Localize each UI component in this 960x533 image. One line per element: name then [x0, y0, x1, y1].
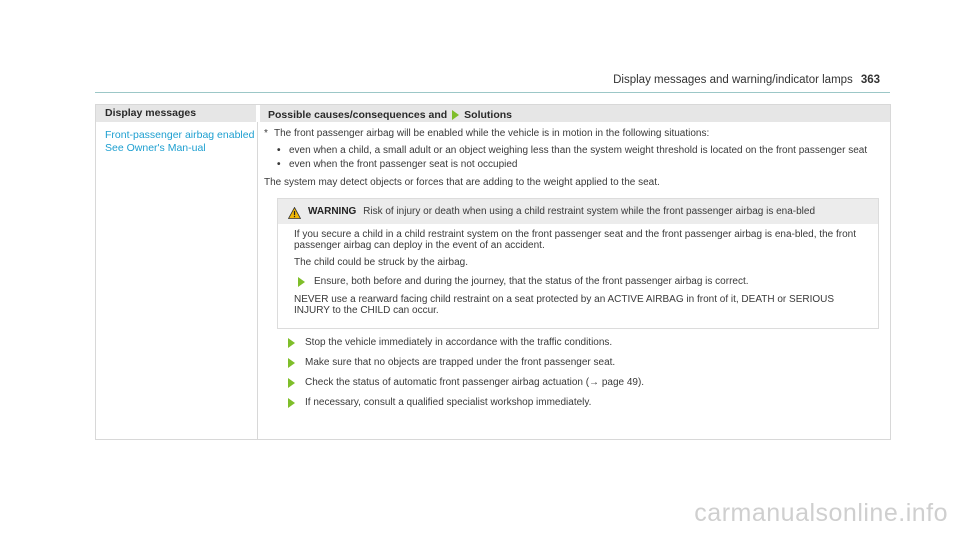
warning-body-3: NEVER use a rearward facing child restraint on a seat protected by an ACTIVE AIRBAG in front of it, DEATH or SERIOUS INJURY to the CHILD can occur. — [294, 293, 835, 316]
triangle-arrow-icon — [288, 398, 295, 408]
running-header — [613, 74, 880, 86]
note-intro-text: The front passenger airbag will be enabled while the vehicle is in motion in the following situations: — [274, 128, 710, 139]
action-text: Stop the vehicle immediately in accordance with the traffic conditions. — [305, 336, 613, 348]
display-message-table — [95, 104, 891, 440]
triangle-arrow-icon — [288, 338, 295, 348]
action-text: If necessary, consult a qualified specialist workshop immediately. — [305, 396, 592, 408]
list-item — [277, 357, 890, 369]
causes-solutions-cell — [258, 122, 890, 439]
triangle-arrow-icon — [288, 358, 295, 368]
display-message-text: Front-passenger airbag enabled See Owner's Man-ual — [105, 129, 255, 154]
warning-header — [278, 199, 878, 224]
note-star: * — [264, 128, 268, 139]
triangle-arrow-icon — [452, 110, 459, 120]
action-text: Make sure that no objects are trapped under the front passenger seat. — [305, 356, 616, 368]
column-header-solutions-label: Solutions — [464, 108, 513, 121]
page-number: 363 — [860, 74, 880, 86]
warning-title: WARNING — [308, 206, 357, 217]
list-item — [277, 337, 890, 349]
action-list — [264, 337, 890, 409]
action-text: Check the status of automatic front passenger airbag actuation (→ page 49). — [305, 376, 645, 388]
list-item — [277, 397, 890, 409]
warning-body — [278, 224, 878, 328]
triangle-arrow-icon — [298, 277, 305, 287]
table-row — [96, 122, 890, 439]
warning-box — [277, 198, 879, 329]
warning-step-text: Ensure, both before and during the journey, that the status of the front passenger airbag is correct. — [314, 276, 749, 287]
column-header-causes-label: Possible causes/consequences and — [268, 108, 448, 121]
table-header — [96, 105, 890, 122]
bullet-text: even when a child, a small adult or an object weighing less than the system weight threshold is located on the front passenger seat — [289, 144, 868, 156]
list-item — [277, 377, 890, 389]
warning-text: Risk of injury or death when using a child restraint system while the front passenger airbag is ena-bled — [363, 206, 816, 217]
watermark: carmanualsonline.info — [694, 499, 948, 527]
warning-body-2: The child could be struck by the airbag. — [294, 256, 468, 268]
page-header — [0, 0, 960, 100]
column-header-display-messages: Display messages — [105, 107, 197, 119]
note-intro — [264, 128, 890, 140]
column-header-causes — [256, 105, 890, 122]
list-item: • even when the front passenger seat is not occupied — [277, 159, 518, 170]
detect-text: The system may detect objects or forces that are adding to the weight applied to the seat. — [264, 176, 660, 188]
warning-triangle-icon — [288, 207, 301, 223]
header-rule — [95, 92, 890, 93]
list-item: • even when a child, a small adult or an object weighing less than the system weight threshold is located on the front passenger seat — [277, 144, 868, 156]
section-title: Display messages and warning/indicator lamps — [613, 74, 853, 86]
warning-body-1: If you secure a child in a child restraint system on the front passenger seat and the front passenger airbag is ena-bled, the front passenger airbag can deploy in the event of an accident. — [294, 228, 856, 251]
display-message-cell — [96, 122, 258, 439]
bullet-text: even when the front passenger seat is not occupied — [289, 159, 518, 170]
triangle-arrow-icon — [288, 378, 295, 388]
warning-step — [294, 276, 868, 288]
